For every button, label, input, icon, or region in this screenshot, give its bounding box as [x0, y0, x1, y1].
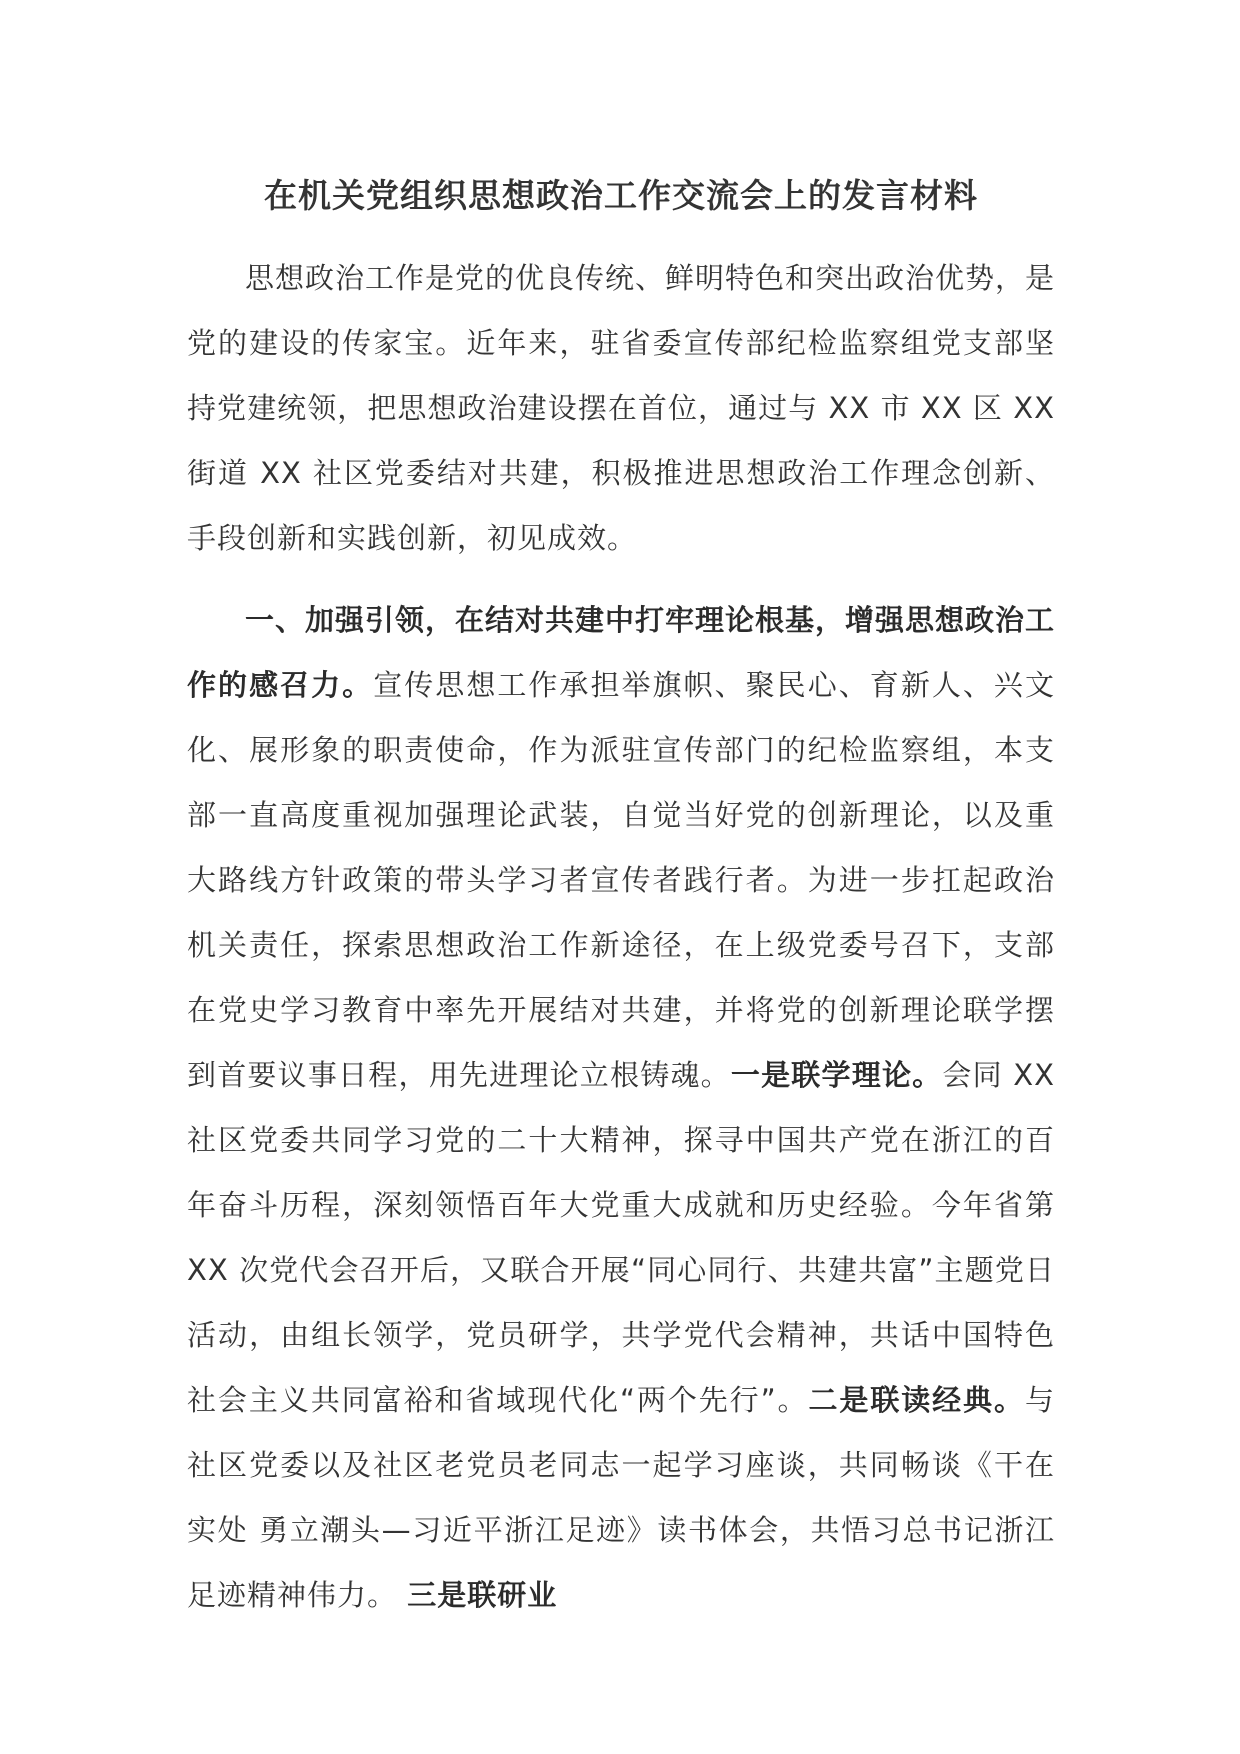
document-page: [187, 170, 1055, 1628]
section-one-heading: 一、加强引领，在结对共建中打牢理论根基，增强思想政治工作的感召力。: [187, 603, 1056, 702]
point-two-label: 二是联读经典。: [808, 1383, 1025, 1417]
point-three-label: 三是联研业: [407, 1578, 558, 1612]
point-one-text: 会同 XX 社区党委共同学习党的二十大精神，探寻中国共产党在浙江的百年奋斗历程，深刻领悟百年大党重大成就和历史经验。今年省第 XX 次党代会召开后，又联合开展“同心同行、共建共富”主题党日活动，由组长领学，党员研学，共学党代会精神，共话中国特色社会主义共同富裕和省域现代化“两个先行”。: [187, 1058, 1055, 1417]
section-one-text: 宣传思想工作承担举旗帜、聚民心、育新人、兴文化、展形象的职责使命，作为派驻宣传部门的纪检监察组，本支部一直高度重视加强理论武装，自觉当好党的创新理论，以及重大路线方针政策的带头学习者宣传者践行者。为进一步扛起政治机关责任，探索思想政治工作新途径，在上级党委号召下，支部在党史学习教育中率先开展结对共建，并将党的创新理论联学摆到首要议事日程，用先进理论立根铸魂。: [187, 668, 1055, 1092]
section-one-paragraph: [187, 588, 1055, 1628]
point-one-label: 一是联学理论。: [730, 1058, 943, 1092]
intro-paragraph: 思想政治工作是党的优良传统、鲜明特色和突出政治优势，是党的建设的传家宝。近年来，驻省委宣传部纪检监察组党支部坚持党建统领，把思想政治建设摆在首位，通过与 XX 市 XX 区 XX 街道 XX 社区党委结对共建，积极推进思想政治工作理念创新、手段创新和实践创新，初见成效。: [187, 261, 1056, 555]
point-two-text: 与社区党委以及社区老党员老同志一起学习座谈，共同畅谈《干在实处 勇立潮头—习近平浙江足迹》读书体会，共悟习总书记浙江足迹精神伟力。: [187, 1383, 1055, 1612]
document-title: 在机关党组织思想政治工作交流会上的发言材料: [264, 176, 978, 215]
